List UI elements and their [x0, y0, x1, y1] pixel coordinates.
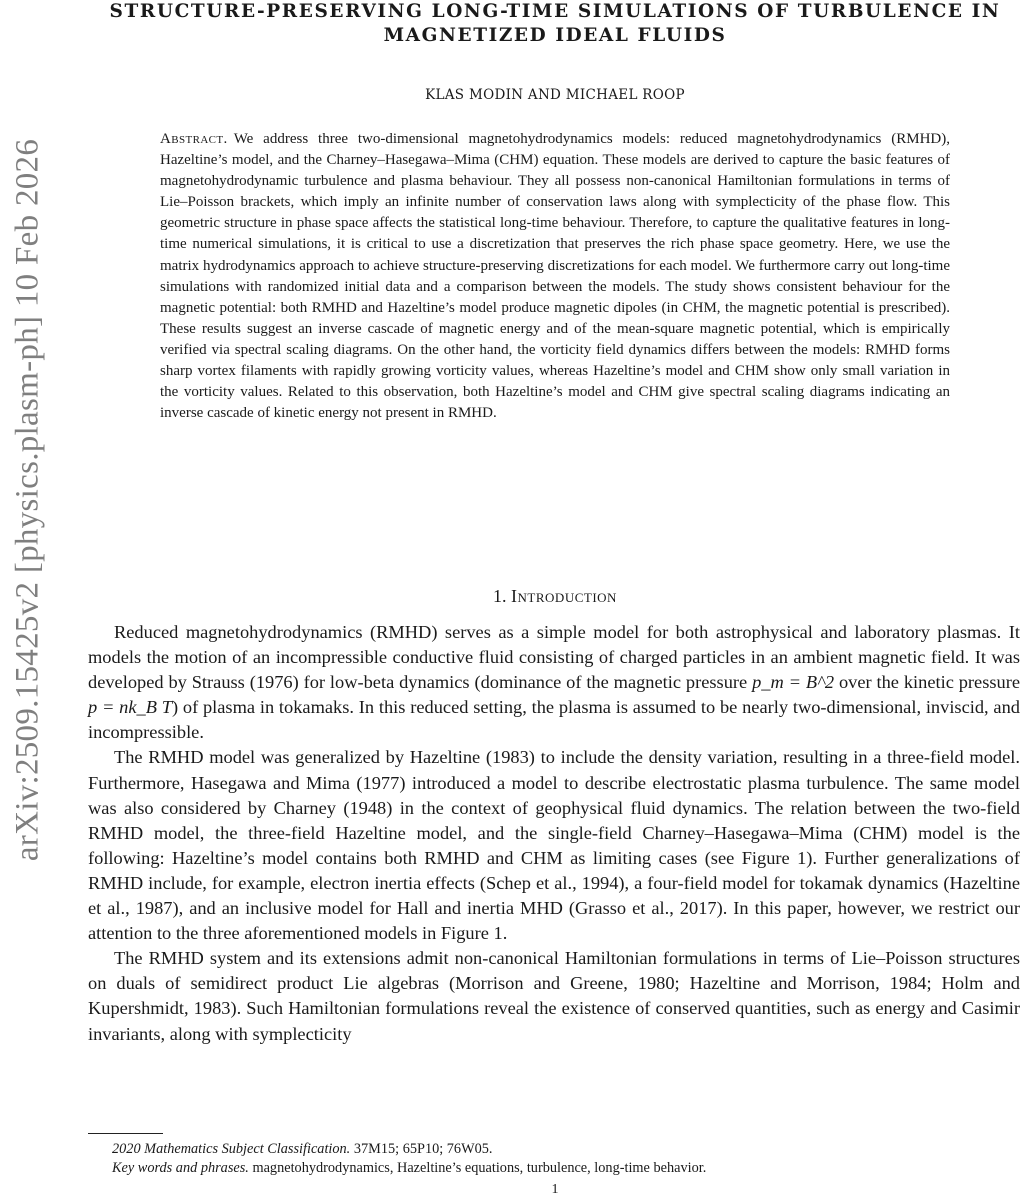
arxiv-sidebar [0, 0, 56, 1000]
footnote-msc-label: 2020 Mathematics Subject Classification. [112, 1141, 351, 1157]
footnote-divider [88, 1133, 163, 1134]
paragraph-3: The RMHD system and its extensions admit non-canonical Hamiltonian formulations in terms of Lie–Poisson structures on duals of semidirect product Lie algebras (Morrison and Greene, 1980; Hazeltine and Morrison, 1984; Holm and Kupershmidt, 1983). Such Hamiltonian formulations reveal the existence of conserved quantities, such as energy and Casimir invariants, along with symplecticity [88, 948, 1020, 1044]
paper-authors: KLAS MODIN AND MICHAEL ROOP [425, 87, 685, 103]
paper-title-line-2: MAGNETIZED IDEAL FLUIDS [383, 25, 727, 46]
paragraph-1-text-b: over the kinetic pressure [834, 672, 1020, 693]
paragraph-1-text-c: ) of plasma in tokamaks. In this reduced setting, the plasma is assumed to be nearly two-dimensional, inviscid, and incompressible. [88, 697, 1020, 743]
footnote-msc [112, 1140, 1012, 1159]
abstract-text: We address three two-dimensional magnetohydrodynamics models: reduced magnetohydrodynamics (RMHD), Hazeltine’s model, and the Charney–Hasegawa–Mima (CHM) equation. These models are derived to capture the basic features of magnetohydrodynamic turbulence and plasma behaviour. They all possess non-canonical Hamiltonian formulations in terms of Lie–Poisson brackets, which imply an infinite number of conservation laws along with symplecticity of the phase flow. This geometric structure in phase space affects the statistical long-time behaviour. Therefore, to capture the qualitative features in long-time numerical simulations, it is critical to use a discretization that preserves the rich phase space geometry. Here, we use the matrix hydrodynamics approach to achieve structure-preserving discretizations for each model. We furthermore carry out long-time simulations with randomized initial data and a comparison between the models. The study shows consistent behaviour for the magnetic potential: both RMHD and Hazeltine’s model produce magnetic dipoles (in CHM, the magnetic potential is prescribed). These results suggest an inverse cascade of magnetic energy and of the mean-square magnetic potential, which is empirically verified via spectral scaling diagrams. On the other hand, the vorticity field dynamics differs between the models: RMHD forms sharp vortex filaments with rapidly growing vorticity values, whereas Hazeltine’s model and CHM show only small variation in the vorticity values. Related to this observation, both Hazeltine’s model and CHM give spectral scaling diagrams indicating an inverse cascade of kinetic energy not present in RMHD. [160, 131, 950, 422]
paper-title-line-1: STRUCTURE-PRESERVING LONG-TIME SIMULATIONS OF TURBULENCE IN [109, 1, 1001, 22]
body-text [88, 620, 1020, 1047]
footnotes [112, 1140, 1012, 1178]
arxiv-identifier: arXiv:2509.15425v2 [physics.plasm-ph] 10 Feb 2026 [9, 138, 46, 862]
page-number: 1 [551, 1182, 559, 1197]
footnote-keywords-label: Key words and phrases. [112, 1160, 249, 1176]
paragraph-1-text-a: Reduced magnetohydrodynamics (RMHD) serves as a simple model for both astrophysical and laboratory plasmas. It models the motion of an incompressible conductive fluid consisting of charged particles in an ambient magnetic field. It was developed by Strauss (1976) for low-beta dynamics (dominance of the magnetic pressure [88, 622, 1020, 693]
footnote-msc-codes: 37M15; 65P10; 76W05. [353, 1141, 493, 1157]
paragraph-2: The RMHD model was generalized by Hazeltine (1983) to include the density variation, resulting in a three-field model. Furthermore, Hasegawa and Mima (1977) introduced a model to describe electrostatic plasma turbulence. The same model was also considered by Charney (1948) in the context of geophysical fluid dynamics. The relation between the two-field RMHD model, the three-field Hazeltine model, and the single-field Charney–Hasegawa–Mima (CHM) model is the following: Hazeltine’s model contains both RMHD and CHM as limiting cases (see Figure 1). Further generalizations of RMHD include, for example, electron inertia effects (Schep et al., 1994), a four-field model for tokamak dynamics (Hazeltine et al., 1987), and an inclusive model for Hall and inertia MHD (Grasso et al., 2017). In this paper, however, we restrict our attention to the three aforementioned models in Figure 1. [88, 747, 1020, 944]
math-kinetic-pressure: p = nk_B T [88, 697, 172, 718]
paper-title [80, 0, 1020, 48]
section-number: 1. [493, 586, 507, 606]
abstract-label: Abstract. [160, 131, 228, 147]
abstract [160, 129, 950, 424]
section-title: Introduction [511, 586, 617, 606]
footnote-keywords [112, 1159, 1012, 1178]
footnote-keywords-text: magnetohydrodynamics, Hazeltine’s equations, turbulence, long-time behavior. [252, 1160, 707, 1176]
section-heading [80, 586, 1020, 607]
math-magnetic-pressure: p_m = B^2 [752, 672, 835, 693]
paragraph-1 [88, 620, 1020, 745]
